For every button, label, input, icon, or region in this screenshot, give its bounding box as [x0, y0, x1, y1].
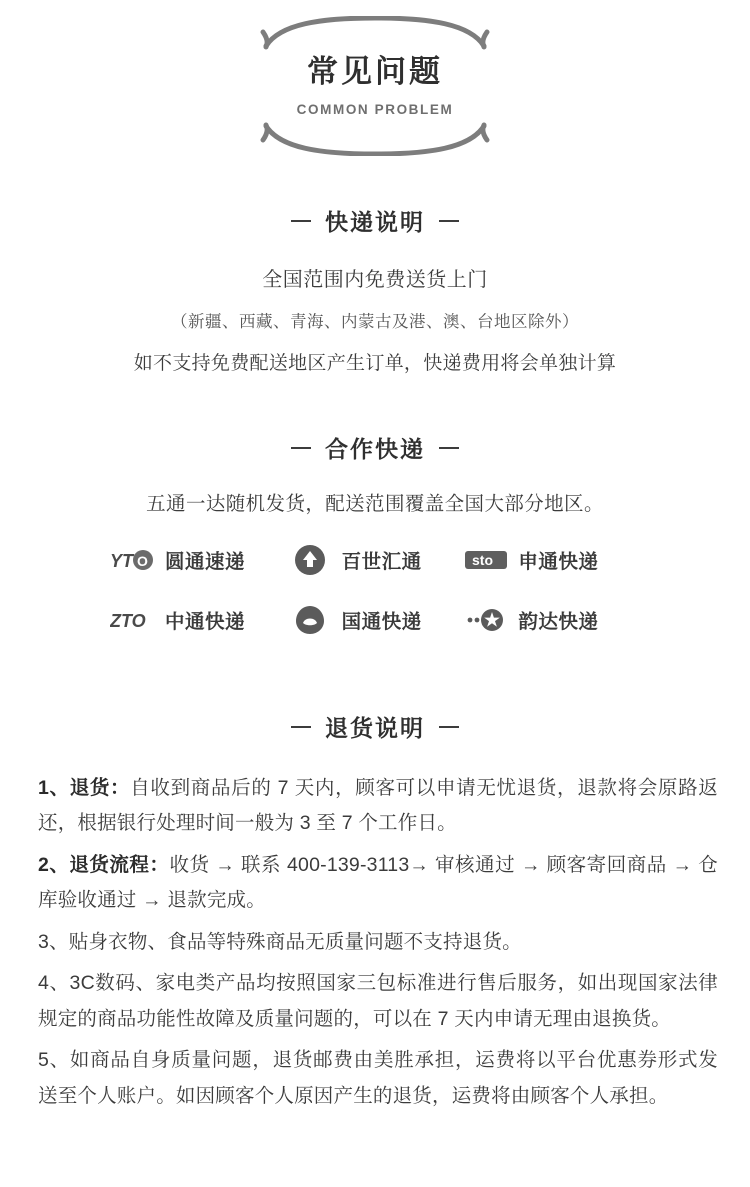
list-item-text: 4、3C数码、家电类产品均按照国家三包标准进行售后服务，如出现国家法律规定的商品功能性故障及质量问题的，可以在 7 天内申请无理由退换货。: [38, 972, 718, 1030]
express-section-title: 快递说明: [325, 209, 425, 235]
list-item: [38, 848, 718, 919]
partners-section-heading: [0, 431, 750, 464]
courier-item-best: [287, 540, 464, 580]
express-line-1: 全国范围内免费送货上门: [262, 269, 488, 291]
zto-logo-icon: [110, 605, 156, 635]
courier-name: 国通快递: [341, 611, 422, 633]
courier-item-sto: [463, 540, 640, 580]
sto-logo-icon: [463, 545, 509, 575]
partners-section: [0, 431, 750, 640]
list-item: [38, 925, 718, 960]
dash-right-icon: [439, 447, 459, 449]
courier-name: 圆通速递: [165, 551, 246, 573]
partners-section-title: 合作快递: [325, 436, 425, 462]
express-section: [0, 204, 750, 375]
express-section-heading: [0, 204, 750, 237]
page-header: [0, 0, 750, 170]
gto-logo-icon: [287, 605, 333, 635]
yunda-logo-icon: [463, 605, 509, 635]
svg-text:YT: YT: [110, 551, 134, 571]
courier-item-gto: [287, 600, 464, 640]
courier-item-yto: [110, 540, 287, 580]
courier-name: 中通快递: [165, 611, 246, 633]
dash-right-icon: [439, 726, 459, 728]
courier-item-zto: [110, 600, 287, 640]
list-item-text: 自收到商品后的 7 天内，顾客可以申请无忧退货，退款将会原路返还，根据银行处理时间一般为 3 至 7 个工作日。: [38, 777, 718, 835]
footer-spacer: [0, 1120, 750, 1160]
list-item: [38, 966, 718, 1037]
list-item-text: 3、贴身衣物、食品等特殊商品无质量问题不支持退货。: [38, 930, 522, 953]
dash-left-icon: [291, 726, 311, 728]
dash-right-icon: [439, 220, 459, 222]
list-item-lead: 2、退货流程：: [38, 853, 170, 876]
returns-section: [0, 710, 750, 1114]
svg-text:ZTO: ZTO: [110, 611, 146, 631]
returns-section-heading: [0, 710, 750, 743]
list-item-text: 收货 → 联系 400-139-3113→ 审核通过 → 顾客寄回商品 → 仓库验收通过 → 退款完成。: [38, 853, 718, 912]
courier-item-yunda: [463, 600, 640, 640]
list-item: [38, 1043, 718, 1114]
page-title: 常见问题: [307, 53, 443, 89]
swoosh-brush-stroke-icon: [260, 122, 490, 156]
list-item-text: 5、如商品自身质量问题，退货邮费由美胜承担，运费将以平台优惠券形式发送至个人账户。如因顾客个人原因产生的退货，运费将由顾客个人承担。: [38, 1049, 718, 1107]
header-title-block: [260, 20, 490, 150]
list-item: [38, 771, 718, 842]
page-subtitle: COMMON PROBLEM: [296, 102, 454, 118]
courier-name: 申通快递: [518, 551, 599, 573]
partners-note: 五通一达随机发货，配送范围覆盖全国大部分地区。: [146, 493, 604, 515]
svg-text:O: O: [137, 553, 148, 569]
svg-text:sto: sto: [472, 552, 494, 568]
list-item-lead: 1、退货：: [38, 777, 131, 799]
courier-name: 百世汇通: [341, 551, 422, 573]
returns-section-title: 退货说明: [325, 715, 425, 741]
dash-left-icon: [291, 220, 311, 222]
express-lines: [0, 263, 750, 375]
dash-left-icon: [291, 447, 311, 449]
courier-logo-grid: [110, 540, 640, 640]
swoosh-brush-stroke-icon: [260, 16, 490, 50]
best-express-logo-icon: [287, 545, 333, 575]
returns-list: [0, 771, 750, 1114]
express-line-2: （新疆、西藏、青海、内蒙古及港、澳、台地区除外）: [171, 313, 579, 331]
courier-name: 韵达快递: [518, 611, 599, 633]
express-line-3: 如不支持免费配送地区产生订单，快递费用将会单独计算: [133, 353, 617, 374]
yto-logo-icon: [110, 545, 156, 575]
